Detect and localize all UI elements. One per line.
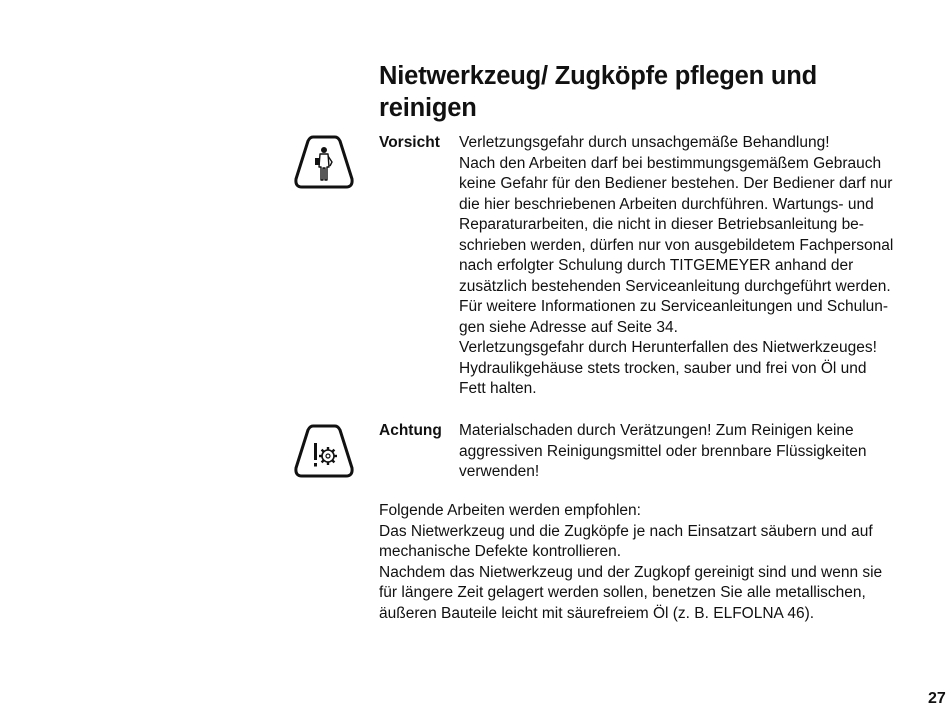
text-line: zusätzlich bestehenden Serviceanleitung durchgeführt werden. <box>459 277 891 295</box>
text-line: Folgende Arbeiten werden empfohlen: <box>379 502 641 519</box>
caution-text <box>459 133 949 400</box>
text-line: verwenden! <box>459 463 540 480</box>
person-warning-icon <box>293 134 355 190</box>
text-line: Reparaturarbeiten, die nicht in dieser Betriebsanleitung be- <box>459 216 864 233</box>
page-number: 27 <box>928 690 946 707</box>
text-line: Verletzungsgefahr durch Herunterfallen des Nietwerkzeuges! <box>459 339 877 356</box>
gear-warning-icon <box>293 423 355 479</box>
text-line: für längere Zeit gelagert werden sollen, benetzen Sie alle metallischen, <box>379 584 866 601</box>
text-line: Hydraulikgehäuse stets trocken, sauber und frei von Öl und <box>459 359 867 377</box>
page-title-line: Nietwerkzeug/ Zugköpfe pflegen und <box>379 62 818 90</box>
text-line: nach erfolgter Schulung durch TITGEMEYER anhand der <box>459 257 854 274</box>
text-line: aggressiven Reinigungsmittel oder brennbare Flüssigkeiten <box>459 442 867 460</box>
text-line: keine Gefahr für den Bediener bestehen. Der Bediener darf nur <box>459 175 893 192</box>
page-title <box>379 60 919 124</box>
recommendations-text <box>379 501 949 624</box>
text-line: Fett halten. <box>459 380 537 397</box>
text-line: Für weitere Informationen zu Serviceanleitungen und Schulun- <box>459 298 889 315</box>
text-line: Das Nietwerkzeug und die Zugköpfe je nach Einsatzart säubern und auf <box>379 522 873 540</box>
text-line: Nach den Arbeiten darf bei bestimmungsgemäßem Gebrauch <box>459 154 882 172</box>
attention-label: Achtung <box>379 422 442 439</box>
attention-text <box>459 421 949 483</box>
text-line: Materialschaden durch Verätzungen! Zum Reinigen keine <box>459 422 854 439</box>
text-line: die hier beschriebenen Arbeiten durchführen. Wartungs- und <box>459 195 874 213</box>
text-line: Verletzungsgefahr durch unsachgemäße Behandlung! <box>459 134 830 151</box>
caution-label: Vorsicht <box>379 134 440 151</box>
text-line: mechanische Defekte kontrollieren. <box>379 543 622 560</box>
text-line: schrieben werden, dürfen nur von ausgebildetem Fachpersonal <box>459 236 894 254</box>
text-line: Nachdem das Nietwerkzeug und der Zugkopf gereinigt sind und wenn sie <box>379 563 883 581</box>
text-line: äußeren Bauteile leicht mit säurefreiem Öl (z. B. ELFOLNA 46). <box>379 604 815 622</box>
page-title-line: reinigen <box>379 94 477 122</box>
text-line: gen siehe Adresse auf Seite 34. <box>459 318 678 336</box>
